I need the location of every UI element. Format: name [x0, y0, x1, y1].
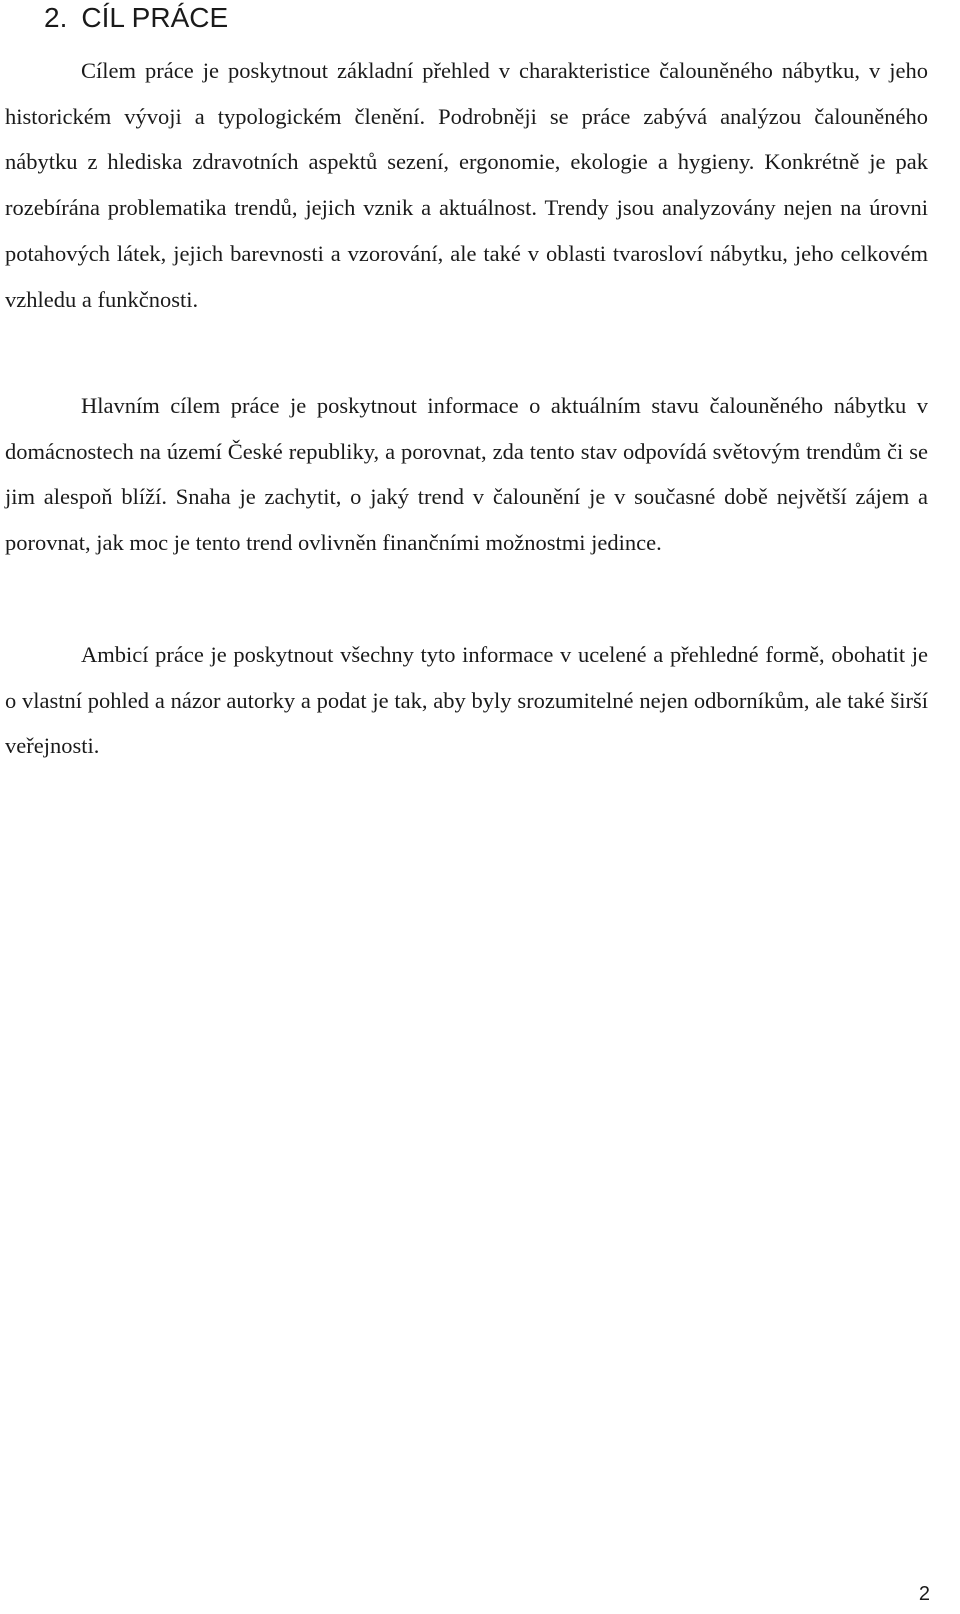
page-number: 2 [918, 1583, 930, 1605]
section-number: 2. [44, 2, 68, 33]
paragraph-objectives: Cílem práce je poskytnout základní přehled v charakteristice čalouněného nábytku, v jeho historickém vývoji a typologickém členění. Podrobněji se práce zabývá analýzou čalouněného nábytku z hlediska zdravotních aspektů sezení, ergonomie, ekologie a hygieny. Konkrétně je pak rozebírána problematika trendů, jejich vznik a aktuálnost. Trendy jsou analyzovány nejen na úrovni potahových látek, jejich barevnosti a vzorování, ale také v oblasti tvarosloví nábytku, jeho celkovém vzhledu a funkčnosti. [5, 58, 928, 312]
paragraph-main-goal: Hlavním cílem práce je poskytnout informace o aktuálním stavu čalouněného nábytku v domácnostech na území České republiky, a porovnat, zda tento stav odpovídá světovým trendům či se jim alespoň blíží. Snaha je zachytit, o jaký trend v čalounění je v současné době největší zájem a porovnat, jak moc je tento trend ovlivněn finančními možnostmi jedince. [5, 393, 928, 556]
paragraph-ambition: Ambicí práce je poskytnout všechny tyto informace v ucelené a přehledné formě, obohatit je o vlastní pohled a názor autorky a podat je tak, aby byly srozumitelné nejen odborníkům, ale také širší veřejnosti. [5, 642, 928, 759]
section-heading [44, 0, 228, 36]
section-title: CÍL PRÁCE [81, 2, 229, 33]
